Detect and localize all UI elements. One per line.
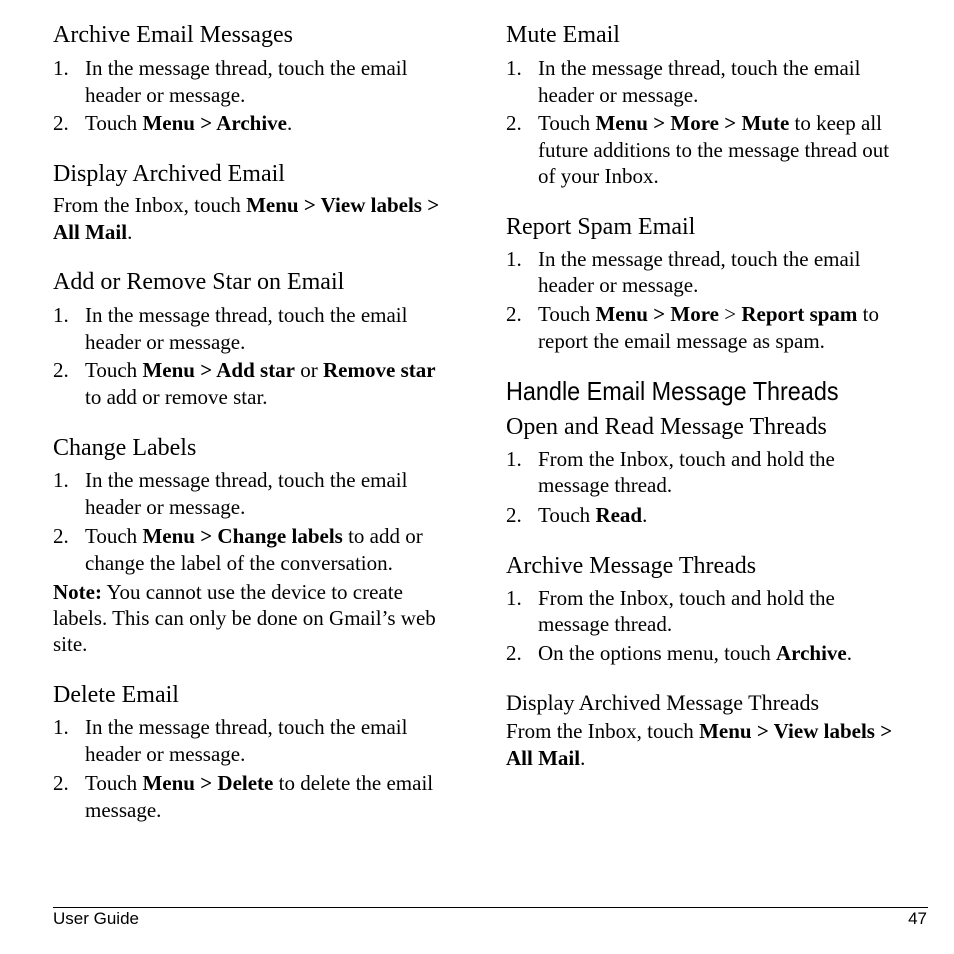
- section-heading-archive: Archive Email Messages: [53, 22, 293, 48]
- footer-divider: [53, 907, 928, 908]
- paragraph-line: All Mail.: [506, 746, 586, 770]
- step-text: header or message.: [538, 273, 699, 297]
- note-line: labels. This can only be done on Gmail’s web: [53, 606, 436, 630]
- section-heading-mute: Mute Email: [506, 22, 620, 48]
- subheading-open-read: Open and Read Message Threads: [506, 414, 827, 440]
- paragraph-line: All Mail.: [53, 220, 133, 244]
- step-text: header or message.: [85, 330, 246, 354]
- step-number: 1.: [53, 303, 69, 327]
- step-number: 1.: [53, 715, 69, 739]
- footer-title: User Guide: [53, 909, 139, 928]
- step-number: 2.: [53, 524, 69, 548]
- page-number: 47: [908, 909, 927, 928]
- step-text: future additions to the message thread out: [538, 138, 890, 162]
- step-text: report the email message as spam.: [538, 329, 825, 353]
- step-text: to add or remove star.: [85, 385, 268, 409]
- step-text: header or message.: [85, 83, 246, 107]
- section-heading-display-archived: Display Archived Email: [53, 161, 285, 187]
- section-heading-delete: Delete Email: [53, 682, 179, 708]
- step-number: 2.: [53, 358, 69, 382]
- step-text: Touch Menu > More > Mute to keep all: [538, 111, 882, 135]
- step-text: change the label of the conversation.: [85, 551, 393, 575]
- step-number: 1.: [506, 447, 522, 471]
- section-heading-spam: Report Spam Email: [506, 214, 696, 240]
- step-text: Touch Menu > Archive.: [85, 111, 293, 135]
- step-text: header or message.: [85, 742, 246, 766]
- note-line: Note: You cannot use the device to create: [53, 580, 403, 604]
- section-heading-threads: Handle Email Message Threads: [506, 376, 839, 406]
- step-text: Touch Read.: [538, 503, 648, 527]
- step-text: Touch Menu > Delete to delete the email: [85, 771, 434, 795]
- step-text: Touch Menu > Add star or Remove star: [85, 358, 436, 382]
- step-text: From the Inbox, touch and hold the: [538, 447, 835, 471]
- step-text: In the message thread, touch the email: [85, 303, 408, 327]
- step-number: 1.: [53, 56, 69, 80]
- paragraph-line: From the Inbox, touch Menu > View labels >: [506, 719, 893, 743]
- section-heading-labels: Change Labels: [53, 435, 197, 461]
- step-text: In the message thread, touch the email: [538, 247, 861, 271]
- step-text: From the Inbox, touch and hold the: [538, 586, 835, 610]
- step-number: 2.: [53, 111, 69, 135]
- step-number: 2.: [506, 641, 522, 665]
- step-number: 2.: [53, 771, 69, 795]
- subheading-archive-threads: Archive Message Threads: [506, 553, 757, 579]
- step-number: 1.: [506, 586, 522, 610]
- step-number: 2.: [506, 302, 522, 326]
- step-text: In the message thread, touch the email: [85, 56, 408, 80]
- step-number: 2.: [506, 503, 522, 527]
- step-text: In the message thread, touch the email: [85, 715, 408, 739]
- step-text: In the message thread, touch the email: [85, 468, 408, 492]
- step-text: header or message.: [85, 495, 246, 519]
- step-number: 1.: [506, 56, 522, 80]
- step-text: header or message.: [538, 83, 699, 107]
- step-number: 1.: [53, 468, 69, 492]
- note-line: site.: [53, 632, 88, 656]
- step-text: On the options menu, touch Archive.: [538, 641, 852, 665]
- step-text: of your Inbox.: [538, 164, 659, 188]
- section-heading-star: Add or Remove Star on Email: [53, 269, 345, 295]
- subheading-display-threads: Display Archived Message Threads: [506, 690, 820, 715]
- step-number: 1.: [506, 247, 522, 271]
- paragraph-line: From the Inbox, touch Menu > View labels >: [53, 193, 440, 217]
- step-text: message.: [85, 798, 162, 822]
- step-text: Touch Menu > Change labels to add or: [85, 524, 423, 548]
- step-text: In the message thread, touch the email: [538, 56, 861, 80]
- step-text: Touch Menu > More > Report spam to: [538, 302, 880, 326]
- step-number: 2.: [506, 111, 522, 135]
- step-text: message thread.: [538, 473, 673, 497]
- step-text: message thread.: [538, 612, 673, 636]
